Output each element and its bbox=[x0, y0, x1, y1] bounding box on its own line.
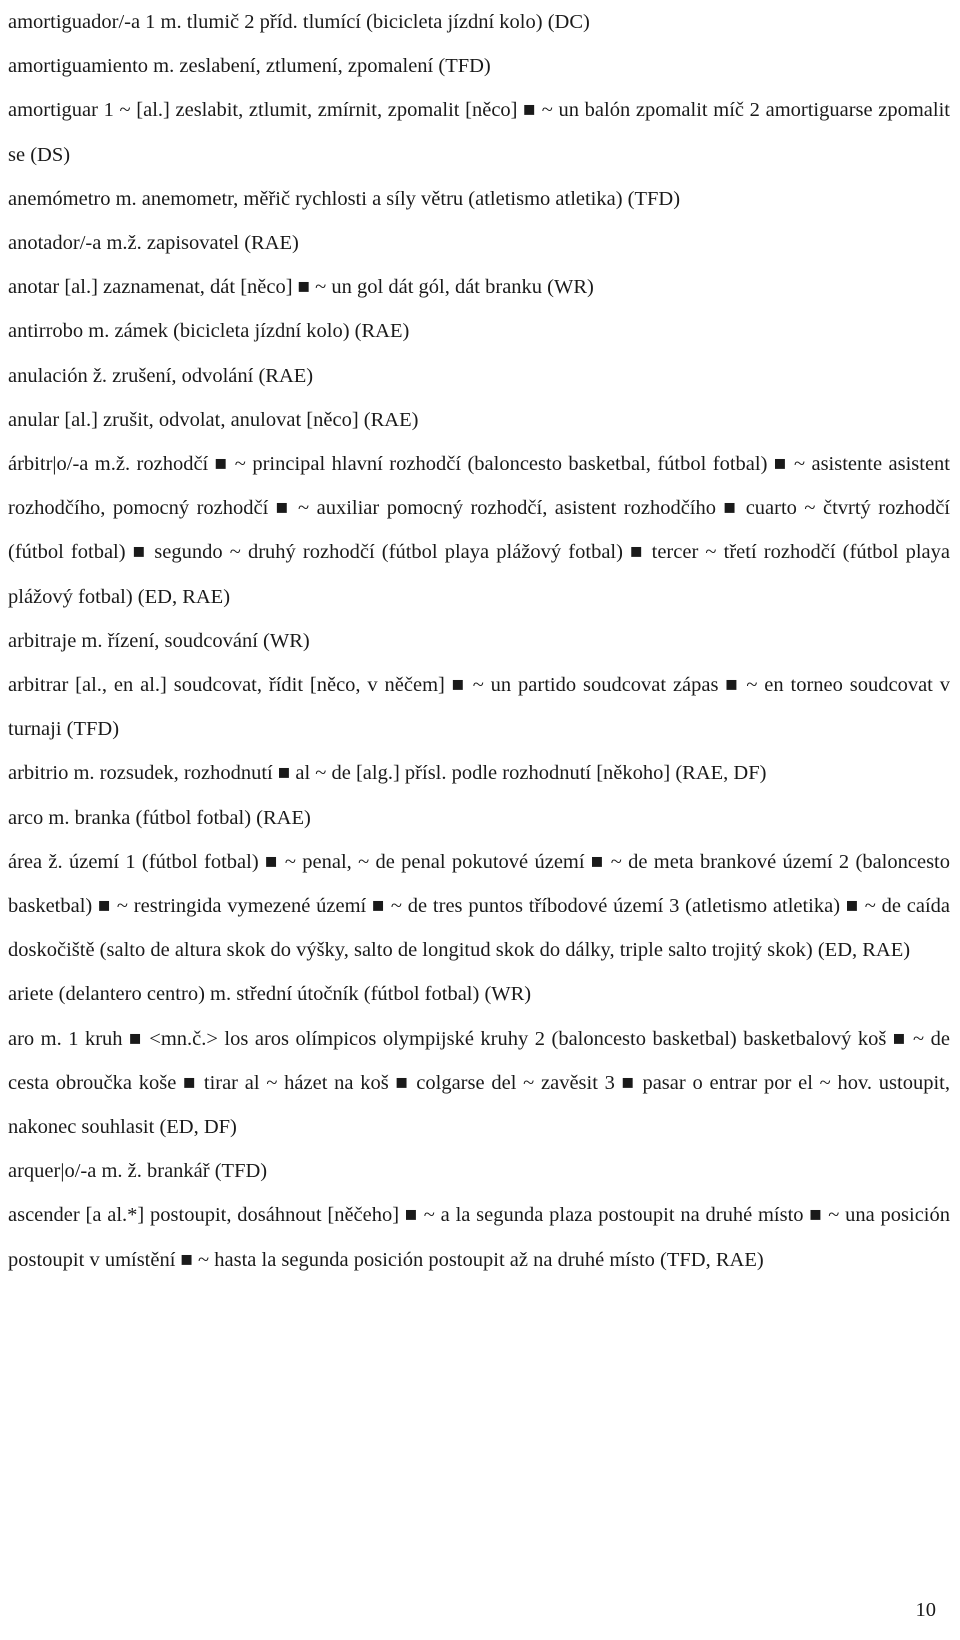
entry-arbitrar: arbitrar [al., en al.] soudcovat, řídit [něco, v něčem] ■ ~ un partido soudcovat zápas ■ ~ en torneo soudcovat v turnaji (TFD) bbox=[8, 674, 950, 741]
entry-area: área ž. území 1 (fútbol fotbal) ■ ~ penal, ~ de penal pokutové území ■ ~ de meta brankové území 2 (baloncesto basketbal) ■ ~ restringida vymezené území ■ ~ de tres puntos tříbodové území 3 (atletismo atletika) ■ ~ de caída doskočiště (salto de altura skok do výšky, salto de longitud skok do dálky, triple salto trojitý skok) (ED, RAE) bbox=[8, 850, 950, 962]
entry-anulacion: anulación ž. zrušení, odvolání (RAE) bbox=[8, 364, 314, 387]
entry-anular: anular [al.] zrušit, odvolat, anulovat [něco] (RAE) bbox=[8, 408, 419, 431]
entry-amortiguamiento: amortiguamiento m. zeslabení, ztlumení, zpomalení (TFD) bbox=[8, 55, 491, 78]
entry-ariete: ariete (delantero centro) m. střední útočník (fútbol fotbal) (WR) bbox=[8, 983, 532, 1006]
entry-amortiguador: amortiguador/-a 1 m. tlumič 2 příd. tlumící (bicicleta jízdní kolo) (DC) bbox=[8, 11, 590, 33]
entry-arbitrio: arbitrio m. rozsudek, rozhodnutí ■ al ~ de [alg.] přísl. podle rozhodnutí [někoho] (RAE, DF) bbox=[8, 762, 767, 785]
page-number: 10 bbox=[915, 1599, 936, 1621]
entry-arco: arco m. branka (fútbol fotbal) (RAE) bbox=[8, 806, 311, 829]
entry-anotador: anotador/-a m.ž. zapisovatel (RAE) bbox=[8, 232, 299, 255]
entry-amortiguar: amortiguar 1 ~ [al.] zeslabit, ztlumit, zmírnit, zpomalit [něco] ■ ~ un balón zpomalit míč 2 amortiguarse zpomalit se (DS) bbox=[8, 99, 950, 166]
entry-list bbox=[8, 0, 950, 1282]
entry-anemometro: anemómetro m. anemometr, měřič rychlosti a síly větru (atletismo atletika) (TFD) bbox=[8, 187, 681, 210]
entry-anotar: anotar [al.] zaznamenat, dát [něco] ■ ~ un gol dát gól, dát branku (WR) bbox=[8, 276, 594, 299]
entry-ascender: ascender [a al.*] postoupit, dosáhnout [něčeho] ■ ~ a la segunda plaza postoupit na druhé místo ■ ~ una posición postoupit v umístění ■ ~ hasta la segunda posición postoupit až na druhé místo (TFD, RAE) bbox=[8, 1204, 950, 1271]
dictionary-page bbox=[8, 0, 950, 1640]
entry-arquero: arquer|o/-a m. ž. brankář (TFD) bbox=[8, 1160, 268, 1183]
entry-antirrobo: antirrobo m. zámek (bicicleta jízdní kolo) (RAE) bbox=[8, 320, 410, 343]
entry-arbitraje: arbitraje m. řízení, soudcování (WR) bbox=[8, 629, 310, 652]
entry-aro: aro m. 1 kruh ■ <mn.č.> los aros olímpicos olympijské kruhy 2 (baloncesto basketbal) basketbalový koš ■ ~ de cesta obroučka koše ■ tirar al ~ házet na koš ■ colgarse del ~ zavěsit 3 ■ pasar o entrar por el ~ hov. ustoupit, nakonec souhlasit (ED, DF) bbox=[8, 1027, 950, 1139]
entry-arbitro: árbitr|o/-a m.ž. rozhodčí ■ ~ principal hlavní rozhodčí (baloncesto basketbal, fútbol fotbal) ■ ~ asistente asistent rozhodčího, pomocný rozhodčí ■ ~ auxiliar pomocný rozhodčí, asistent rozhodčího ■ cuarto ~ čtvrtý rozhodčí (fútbol fotbal) ■ segundo ~ druhý rozhodčí (fútbol playa plážový fotbal) ■ tercer ~ třetí rozhodčí (fútbol playa plážový fotbal) (ED, RAE) bbox=[8, 453, 950, 608]
